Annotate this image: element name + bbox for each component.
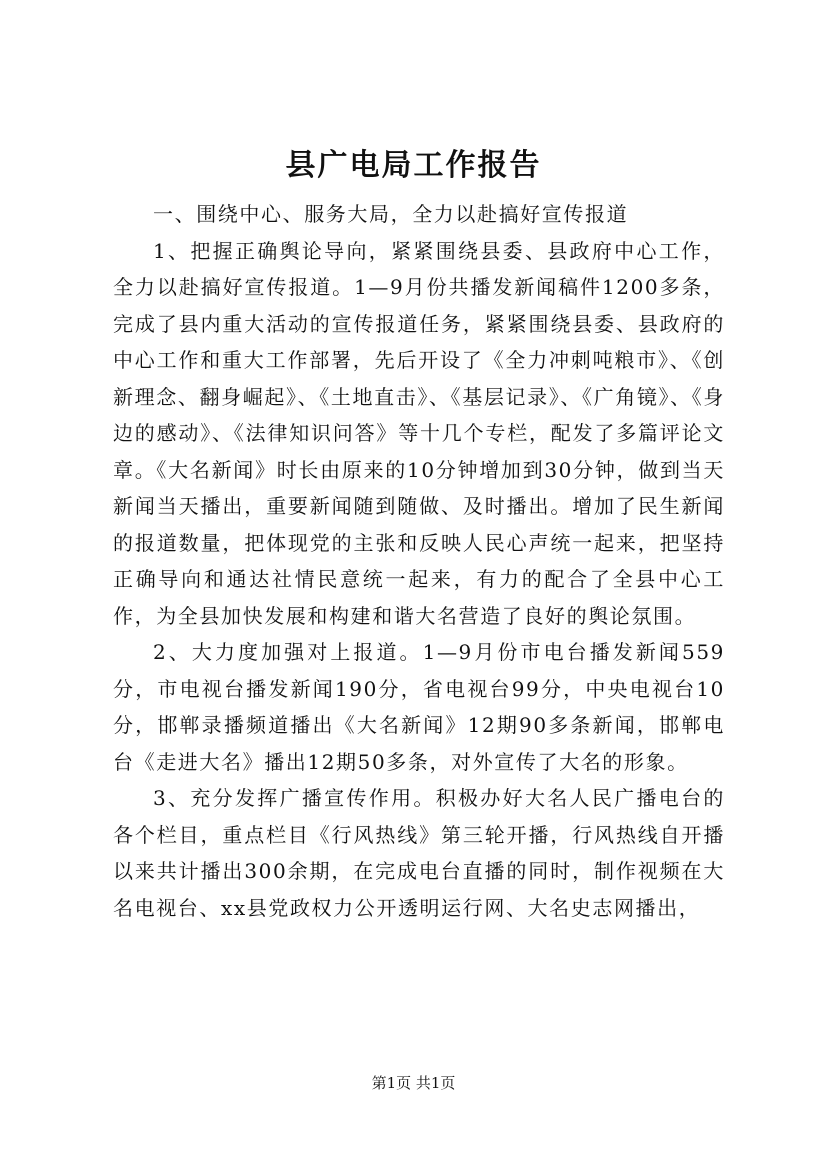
section-heading: 一、围绕中心、服务大局，全力以赴搞好宣传报道 (153, 202, 629, 226)
paragraph-2: 2、大力度加强对上报道。1—9月份市电台播发新闻559分，市电视台播发新闻190分，省电视台99分，中央电视台10分，邯郸录播频道播出《大名新闻》12期90多条新闻，邯郸电台《走进大名》播出12期50多条，对外宣传了大名的形象。 (113, 640, 725, 774)
paragraph-1: 1、把握正确舆论导向，紧紧围绕县委、县政府中心工作，全力以赴搞好宣传报道。1—9月份共播发新闻稿件1200多条，完成了县内重大活动的宣传报道任务，紧紧围绕县委、县政府的中心工作和重大工作部署，先后开设了《全力冲刺吨粮市》、《创新理念、翻身崛起》、《土地直击》、《基层记录》、《广角镜》、《身边的感动》、《法律知识问答》等十几个专栏，配发了多篇评论文章。《大名新闻》时长由原来的10分钟增加到30分钟，做到当天新闻当天播出，重要新闻随到随做、及时播出。增加了民生新闻的报道数量，把体现党的主张和反映人民心声统一起来，把坚持正确导向和通达社情民意统一起来，有力的配合了全县中心工作，为全县加快发展和构建和谐大名营造了良好的舆论氛围。 (113, 238, 725, 628)
page-number-footer: 第1页 共1页 (371, 1074, 456, 1092)
document-title: 县广电局工作报告 (285, 148, 542, 183)
document-body (113, 196, 725, 926)
paragraph-3: 3、充分发挥广播宣传作用。积极办好大名人民广播电台的各个栏目，重点栏目《行风热线》第三轮开播，行风热线自开播以来共计播出300余期，在完成电台直播的同时，制作视频在大名电视台、xx县党政权力公开透明运行网、大名史志网播出， (113, 786, 725, 920)
